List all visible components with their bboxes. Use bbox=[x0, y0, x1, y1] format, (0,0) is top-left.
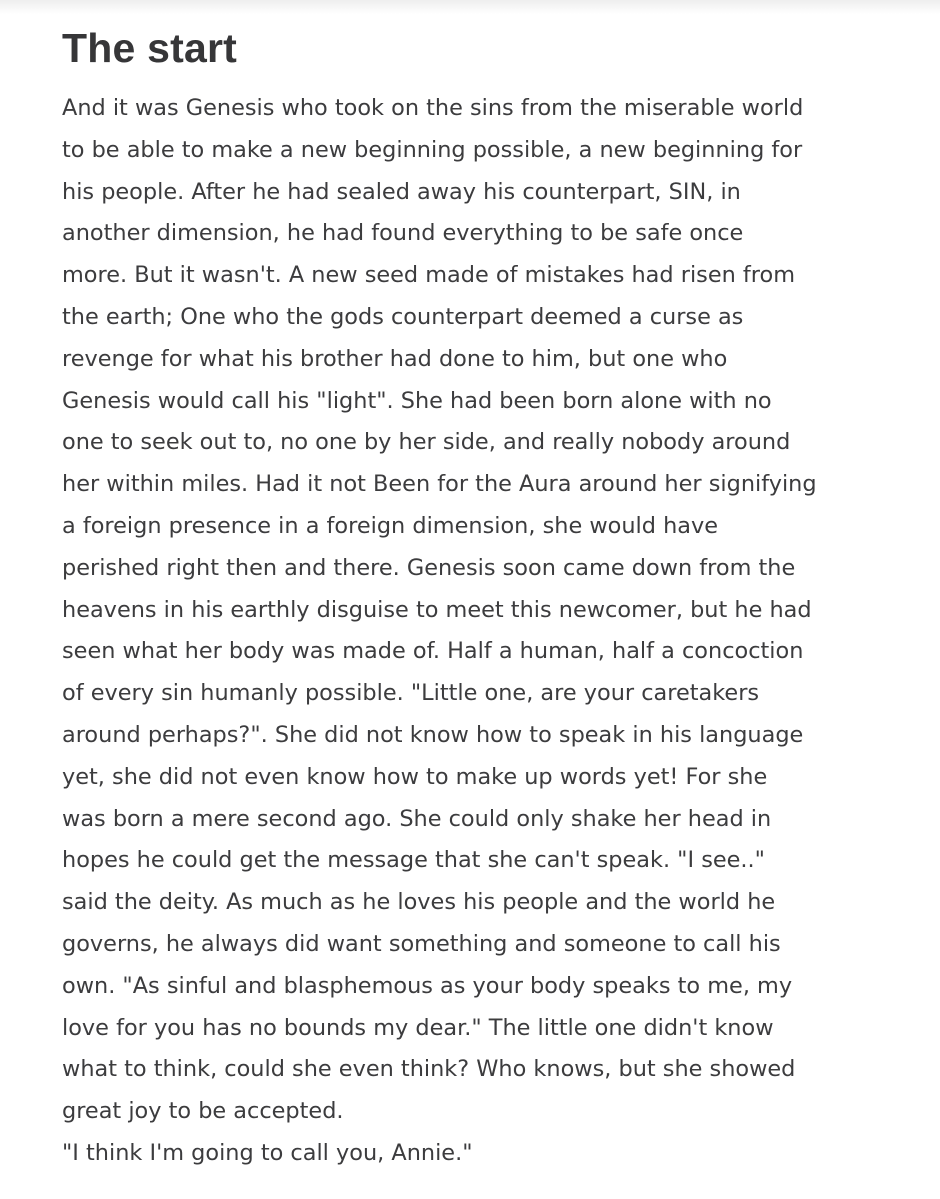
body-line: Genesis would call his "light". She had been born alone with no bbox=[62, 387, 772, 414]
body-line: the earth; One who the gods counterpart deemed a curse as bbox=[62, 303, 744, 330]
body-line: yet, she did not even know how to make up words yet! For she bbox=[62, 763, 768, 790]
document-title: The start bbox=[62, 25, 237, 71]
body-line: to be able to make a new beginning possible, a new beginning for bbox=[62, 136, 803, 163]
body-line: revenge for what his brother had done to him, but one who bbox=[62, 345, 728, 372]
body-line: said the deity. As much as he loves his people and the world he bbox=[62, 889, 776, 916]
body-line: great joy to be accepted. bbox=[62, 1098, 344, 1125]
body-line: heavens in his earthly disguise to meet this newcomer, but he had bbox=[62, 596, 812, 623]
body-line: one to seek out to, no one by her side, and really nobody around bbox=[62, 429, 791, 456]
body-line: And it was Genesis who took on the sins from the miserable world bbox=[62, 95, 804, 121]
body-line: a foreign presence in a foreign dimension, she would have bbox=[62, 512, 719, 539]
body-line: another dimension, he had found everything to be safe once bbox=[62, 220, 744, 247]
body-line: own. "As sinful and blasphemous as your body speaks to me, my bbox=[62, 972, 793, 999]
body-line: of every sin humanly possible. "Little one, are your caretakers bbox=[62, 680, 760, 707]
body-line: around perhaps?". She did not know how to speak in his language bbox=[62, 721, 804, 748]
document-body bbox=[62, 88, 922, 1175]
body-line: perished right then and there. Genesis soon came down from the bbox=[62, 554, 796, 581]
body-line: governs, he always did want something and someone to call his bbox=[62, 930, 781, 957]
body-line: her within miles. Had it not Been for the Aura around her signifying bbox=[62, 471, 817, 498]
body-line: "I think I'm going to call you, Annie." bbox=[62, 1139, 473, 1166]
body-line: more. But it wasn't. A new seed made of mistakes had risen from bbox=[62, 262, 796, 289]
body-line: his people. After he had sealed away his counterpart, SIN, in bbox=[62, 178, 741, 205]
document bbox=[62, 22, 922, 1175]
body-line: what to think, could she even think? Who knows, but she showed bbox=[62, 1056, 796, 1083]
top-edge-shadow bbox=[0, 0, 940, 14]
body-line: hopes he could get the message that she can't speak. "I see.." bbox=[62, 847, 765, 874]
body-line: seen what her body was made of. Half a human, half a concoction bbox=[62, 638, 804, 665]
body-line: love for you has no bounds my dear." The little one didn't know bbox=[62, 1014, 774, 1041]
body-line: was born a mere second ago. She could only shake her head in bbox=[62, 805, 772, 832]
